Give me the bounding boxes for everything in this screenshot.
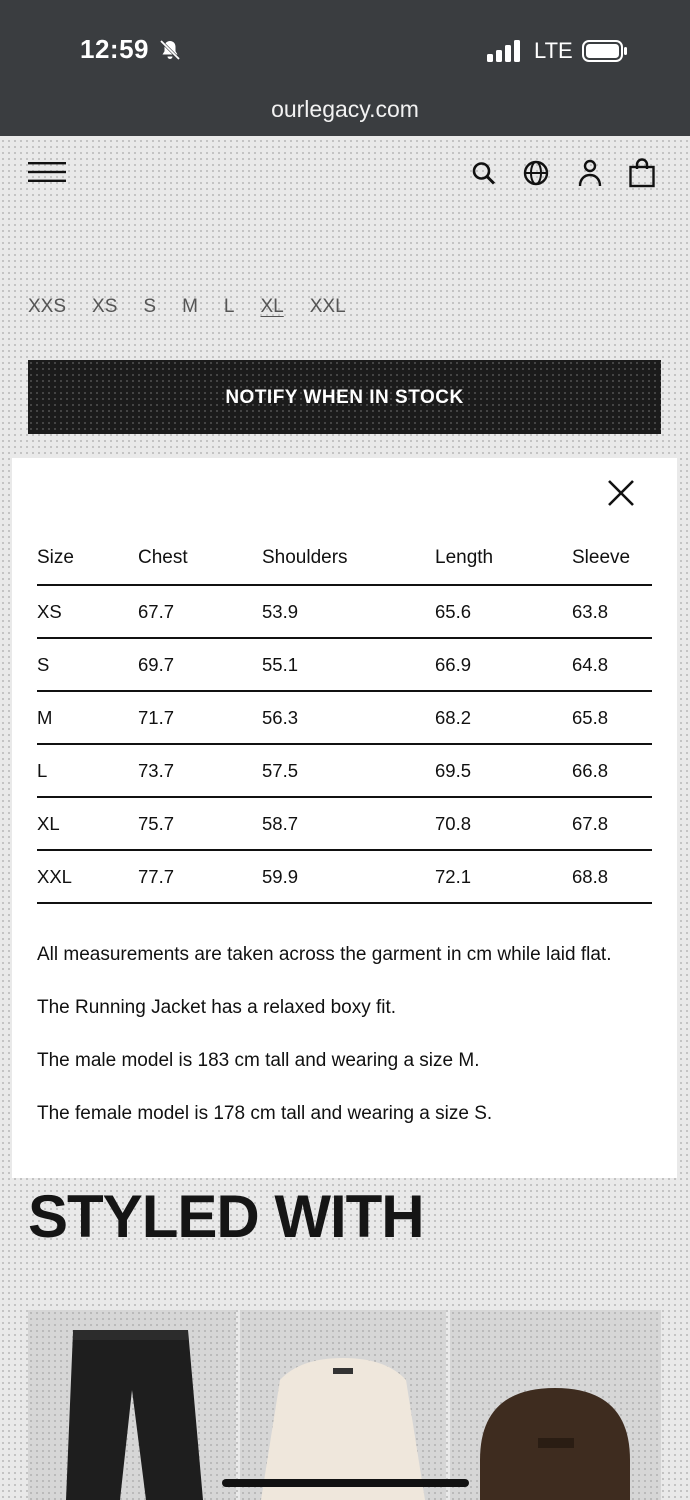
- size-option-m[interactable]: M: [182, 296, 198, 317]
- table-row: [37, 691, 652, 744]
- table-cell: L: [37, 744, 138, 797]
- table-cell: 77.7: [138, 850, 262, 903]
- table-cell: 68.2: [435, 691, 572, 744]
- table-cell: 67.7: [138, 585, 262, 638]
- cell-signal-icon: [487, 40, 521, 62]
- table-row: [37, 850, 652, 903]
- size-option-l[interactable]: L: [223, 296, 235, 317]
- table-cell: 58.7: [262, 797, 435, 850]
- size-notes: [37, 942, 657, 1154]
- sweater-image: [240, 1310, 446, 1500]
- table-cell: 63.8: [572, 585, 652, 638]
- product-card-sweater[interactable]: [240, 1310, 446, 1500]
- size-option-xs[interactable]: XS: [92, 296, 118, 317]
- measurement-note: All measurements are taken across the garment in cm while laid flat.: [37, 944, 612, 965]
- table-row: [37, 744, 652, 797]
- address-bar-url[interactable]: ourlegacy.com: [271, 96, 419, 122]
- size-chart-table: [37, 532, 652, 904]
- size-option-xl[interactable]: XL: [260, 296, 284, 317]
- size-option-xxl[interactable]: XXL: [309, 296, 346, 317]
- table-cell: 66.9: [435, 638, 572, 691]
- globe-icon[interactable]: [522, 158, 550, 188]
- size-option-xxs[interactable]: XXS: [28, 296, 67, 317]
- size-selector: [28, 296, 372, 318]
- table-cell: 71.7: [138, 691, 262, 744]
- status-time: 12:59: [80, 34, 149, 64]
- menu-icon[interactable]: [28, 162, 66, 182]
- column-header: Size: [37, 532, 138, 585]
- table-cell: M: [37, 691, 138, 744]
- close-icon[interactable]: [606, 478, 636, 508]
- table-cell: 68.8: [572, 850, 652, 903]
- column-header: Shoulders: [262, 532, 435, 585]
- muted-bell-icon: [158, 38, 182, 62]
- table-cell: 69.5: [435, 744, 572, 797]
- product-card-trousers[interactable]: [28, 1310, 236, 1500]
- table-cell: 66.8: [572, 744, 652, 797]
- table-cell: 73.7: [138, 744, 262, 797]
- trousers-image: [28, 1310, 236, 1500]
- table-row: [37, 585, 652, 638]
- search-icon[interactable]: [470, 158, 498, 188]
- column-header: Chest: [138, 532, 262, 585]
- table-cell: 67.8: [572, 797, 652, 850]
- table-row: [37, 638, 652, 691]
- account-icon[interactable]: [576, 158, 604, 188]
- styled-with-heading: STYLED WITH: [28, 1183, 424, 1250]
- column-header: Length: [435, 532, 572, 585]
- table-cell: 75.7: [138, 797, 262, 850]
- bag-icon[interactable]: [628, 158, 656, 188]
- browser-top-bar: [0, 0, 690, 136]
- column-header: Sleeve: [572, 532, 652, 585]
- table-cell: XXL: [37, 850, 138, 903]
- table-row: [37, 797, 652, 850]
- notify-when-in-stock-button[interactable]: NOTIFY WHEN IN STOCK: [28, 360, 661, 434]
- table-cell: 65.6: [435, 585, 572, 638]
- table-cell: 53.9: [262, 585, 435, 638]
- beanie-image: [450, 1310, 661, 1500]
- table-cell: 65.8: [572, 691, 652, 744]
- size-option-s[interactable]: S: [143, 296, 157, 317]
- table-cell: 55.1: [262, 638, 435, 691]
- table-cell: 57.5: [262, 744, 435, 797]
- table-cell: 59.9: [262, 850, 435, 903]
- male-model-note: The male model is 183 cm tall and wearing a size M.: [37, 1050, 480, 1071]
- table-cell: 72.1: [435, 850, 572, 903]
- table-cell: XS: [37, 585, 138, 638]
- table-header-row: [37, 532, 652, 585]
- table-cell: 69.7: [138, 638, 262, 691]
- home-indicator[interactable]: [222, 1479, 469, 1487]
- table-cell: 64.8: [572, 638, 652, 691]
- battery-icon: [582, 40, 628, 62]
- table-cell: S: [37, 638, 138, 691]
- table-cell: 70.8: [435, 797, 572, 850]
- network-type: LTE: [534, 38, 573, 63]
- table-cell: XL: [37, 797, 138, 850]
- fit-note: The Running Jacket has a relaxed boxy fit.: [37, 997, 397, 1018]
- product-card-beanie[interactable]: [450, 1310, 661, 1500]
- female-model-note: The female model is 178 cm tall and wearing a size S.: [37, 1103, 493, 1124]
- table-cell: 56.3: [262, 691, 435, 744]
